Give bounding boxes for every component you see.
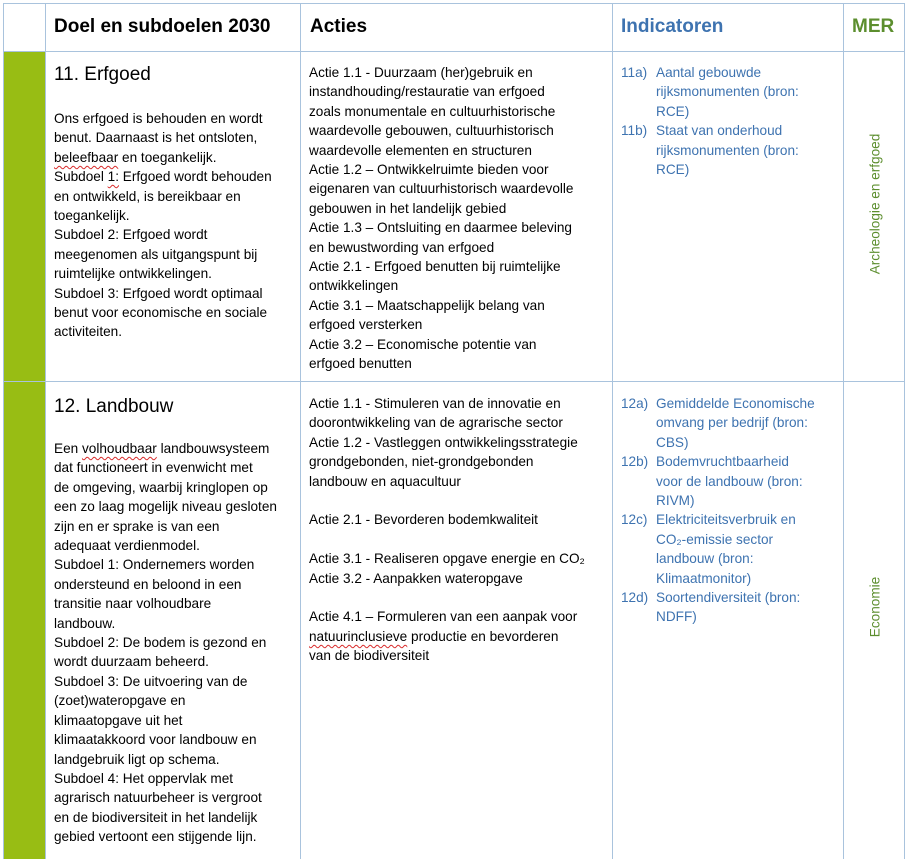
indicator-line: RCE) (656, 103, 690, 119)
indicator-item (621, 452, 815, 510)
text-line: adequaat verdienmodel. (54, 538, 200, 554)
text-line: transitie naar volhoudbare (54, 596, 212, 612)
action-line: gebouwen in het landelijk gebied (309, 200, 507, 216)
text-line: landbouw. (54, 615, 116, 631)
indicator-item (621, 63, 799, 121)
indicator-line: RCE) (656, 162, 690, 178)
action-line: grondgebonden, niet-grondgebonden (309, 454, 534, 470)
indicator-line: Aantal gebouwde (656, 65, 762, 80)
action-line: Actie 1.3 – Ontsluiting en daarmee beleving (309, 220, 572, 236)
text-line: Subdoel 1: Erfgoed wordt behouden (54, 169, 272, 185)
indicator-line: Staat van onderhoud (656, 123, 783, 139)
indicator-code: 11a) (621, 65, 648, 80)
grid-line (45, 3, 46, 859)
action-line: Actie 3.1 - Realiseren opgave energie en CO₂ (309, 551, 585, 567)
action-line: Actie 4.1 – Formuleren van een aanpak voor (309, 609, 578, 625)
indicator-item (621, 588, 815, 627)
action-line: doorontwikkeling van de agrarische sector (309, 415, 563, 431)
header-actions: Acties (310, 16, 368, 37)
grid-line (612, 3, 613, 859)
text-line: Subdoel 4: Het oppervlak met (54, 770, 234, 786)
goal-description (54, 439, 277, 847)
indicator-line: RIVM) (656, 493, 695, 509)
text-line: klimaatakkoord voor landbouw en (54, 732, 257, 748)
grid-line (904, 3, 905, 859)
text-line: Een volhoudbaar landbouwsysteem (54, 441, 270, 456)
action-line: eigenaren van cultuurhistorisch waardevolle (309, 181, 574, 197)
action-line: natuurinclusieve productie en bevorderen (309, 628, 559, 644)
action-line: zoals monumentale en cultuurhistorische (309, 103, 556, 119)
text-line: Subdoel 2: De bodem is gezond en (54, 635, 267, 651)
indicator-line: omvang per bedrijf (bron: (656, 415, 808, 431)
section-title: 12. Landbouw (54, 396, 174, 417)
action-line: Actie 3.2 - Aanpakken wateropgave (309, 570, 523, 586)
indicator-line: Elektriciteitsverbruik en (656, 512, 796, 528)
actions-list (309, 63, 573, 374)
indicator-code: 12a) (621, 396, 649, 411)
indicators-list (621, 394, 815, 627)
indicator-line: Klimaatmonitor) (656, 570, 752, 586)
text-line: benut. Daarnaast is het ontsloten, (54, 130, 258, 146)
text-line: ondersteund en beloond in een (54, 576, 242, 592)
indicator-line: rijksmonumenten (bron: (656, 142, 799, 158)
action-line: Actie 1.2 - Vastleggen ontwikkelingsstrategie (309, 434, 578, 450)
spacer (309, 588, 585, 607)
actions-list (309, 394, 585, 666)
text-line: activiteiten. (54, 324, 123, 340)
indicator-code: 11b) (621, 123, 648, 139)
action-line: Actie 1.2 – Ontwikkelruimte bieden voor (309, 162, 549, 178)
text-line: zijn en er sprake is van een (54, 518, 220, 534)
text-line: wordt duurzaam beheerd. (54, 654, 209, 670)
action-line: waardevolle gebouwen, cultuurhistorisch (309, 123, 554, 139)
text-line: gebied vertoont een stijgende lijn. (54, 829, 257, 845)
action-line: Actie 3.2 – Economische potentie van (309, 336, 537, 352)
indicator-line: Bodemvruchtbaarheid (656, 454, 789, 470)
row-accent-bar (4, 382, 45, 859)
grid-line (3, 51, 904, 52)
text-line: (zoet)wateropgave en (54, 693, 186, 709)
action-line: Actie 2.1 - Erfgoed benutten bij ruimtelijke (309, 259, 561, 275)
header-goals: Doel en subdoelen 2030 (54, 16, 271, 37)
indicator-line: CO₂-emissie sector (656, 531, 774, 547)
indicator-line: Gemiddelde Economische (656, 396, 815, 411)
section-title: 11. Erfgoed (54, 64, 151, 85)
action-line: Actie 1.1 - Stimuleren van de innovatie en (309, 396, 561, 411)
indicator-code: 12d) (621, 590, 649, 606)
text-line: de omgeving, waarbij kringlopen op (54, 479, 268, 495)
text-line: toegankelijk. (54, 208, 130, 224)
text-line: benut voor economische en sociale (54, 305, 268, 321)
grid-line (3, 381, 904, 382)
action-line: Actie 3.1 – Maatschappelijk belang van (309, 297, 545, 313)
action-line: landbouw en aquacultuur (309, 473, 461, 489)
indicator-item (621, 510, 815, 588)
indicator-line: NDFF) (656, 609, 697, 625)
goal-description (54, 109, 272, 342)
mer-label: Archeologie en erfgoed (867, 133, 883, 275)
action-line: erfgoed versterken (309, 317, 423, 333)
action-line: waardevolle elementen en structuren (309, 142, 532, 158)
indicator-code: 12c) (621, 512, 648, 528)
text-line: Subdoel 3: Erfgoed wordt optimaal (54, 285, 263, 301)
header-mer: MER (852, 16, 895, 37)
spacer (309, 530, 585, 549)
text-line: ruimtelijke ontwikkelingen. (54, 266, 212, 282)
text-line: meegenomen als uitgangspunt bij (54, 246, 258, 262)
action-line: ontwikkelingen (309, 278, 399, 294)
header-indicators: Indicatoren (621, 16, 724, 37)
mer-label: Economie (867, 576, 883, 638)
action-line: erfgoed benutten (309, 356, 412, 372)
indicator-line: rijksmonumenten (bron: (656, 84, 799, 100)
action-line: van de biodiversiteit (309, 648, 430, 664)
indicator-item (621, 121, 799, 179)
grid-line (300, 3, 301, 859)
text-line: Subdoel 1: Ondernemers worden (54, 557, 255, 573)
text-line: beleefbaar en toegankelijk. (54, 149, 217, 165)
indicators-list (621, 63, 799, 179)
text-line: agrarisch natuurbeheer is vergroot (54, 790, 262, 806)
row-accent-bar (4, 52, 45, 381)
action-line: instandhouding/restauratie van erfgoed (309, 84, 545, 100)
indicator-line: voor de landbouw (bron: (656, 473, 803, 489)
text-line: dat functioneert in evenwicht met (54, 460, 253, 476)
spacer (309, 491, 585, 510)
text-line: en de biodiversiteit in het landelijk (54, 809, 258, 825)
text-line: een zo laag mogelijk niveau gesloten (54, 499, 277, 515)
indicator-line: Soortendiversiteit (bron: (656, 590, 801, 606)
indicator-line: landbouw (bron: (656, 551, 754, 567)
text-line: Subdoel 3: De uitvoering van de (54, 673, 248, 689)
grid-line (843, 3, 844, 859)
text-line: landgebruik ligt op schema. (54, 751, 220, 767)
action-line: Actie 1.1 - Duurzaam (her)gebruik en (309, 65, 533, 80)
indicator-code: 12b) (621, 454, 649, 470)
text-line: en ontwikkeld, is bereikbaar en (54, 188, 241, 204)
text-line: Subdoel 2: Erfgoed wordt (54, 227, 208, 243)
grid-line (3, 3, 904, 4)
indicator-line: CBS) (656, 434, 689, 450)
indicator-item (621, 394, 815, 452)
text-line: Ons erfgoed is behouden en wordt (54, 111, 263, 126)
action-line: Actie 2.1 - Bevorderen bodemkwaliteit (309, 512, 538, 528)
text-line: klimaatopgave uit het (54, 712, 183, 728)
action-line: en bewustwording van erfgoed (309, 239, 495, 255)
